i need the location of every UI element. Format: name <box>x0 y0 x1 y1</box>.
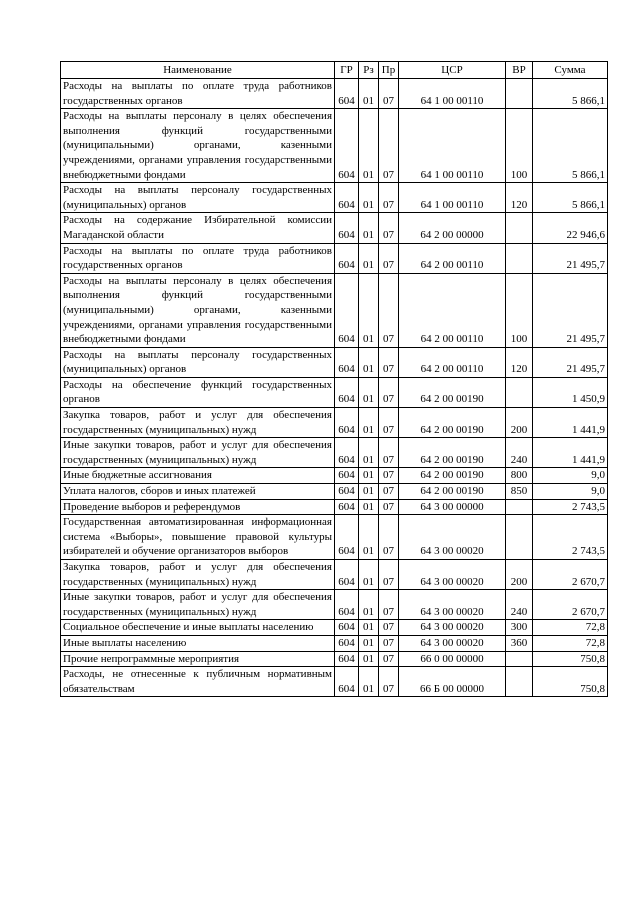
cell-rz: 01 <box>359 377 379 407</box>
cell-vr <box>506 515 533 560</box>
cell-vr: 240 <box>506 438 533 468</box>
cell-vr: 120 <box>506 183 533 213</box>
cell-name: Расходы на выплаты по оплате труда работников государственных органов <box>61 79 335 109</box>
cell-pr: 07 <box>379 408 399 438</box>
cell-vr: 360 <box>506 635 533 651</box>
header-pr: Пр <box>379 62 399 79</box>
cell-rz: 01 <box>359 347 379 377</box>
table-row <box>61 635 608 651</box>
table-row <box>61 667 608 697</box>
cell-sum: 9,0 <box>533 484 608 500</box>
cell-gr: 604 <box>335 667 359 697</box>
cell-rz: 01 <box>359 408 379 438</box>
cell-gr: 604 <box>335 79 359 109</box>
cell-csr: 64 1 00 00110 <box>399 183 506 213</box>
cell-csr: 64 2 00 00110 <box>399 273 506 347</box>
cell-gr: 604 <box>335 273 359 347</box>
table-row <box>61 347 608 377</box>
cell-gr: 604 <box>335 635 359 651</box>
cell-vr: 100 <box>506 273 533 347</box>
cell-name: Расходы на выплаты персоналу в целях обеспечения выполнения функций государственными (муниципальными) органами, казенными учреждениями, органами управления государственными внебюджетными фондами <box>61 273 335 347</box>
cell-pr: 07 <box>379 667 399 697</box>
cell-vr: 800 <box>506 468 533 484</box>
cell-rz: 01 <box>359 273 379 347</box>
cell-csr: 64 1 00 00110 <box>399 109 506 183</box>
cell-vr <box>506 213 533 243</box>
cell-name: Расходы на выплаты по оплате труда работников государственных органов <box>61 243 335 273</box>
cell-name: Проведение выборов и референдумов <box>61 499 335 515</box>
cell-pr: 07 <box>379 438 399 468</box>
table-row <box>61 213 608 243</box>
table-row <box>61 377 608 407</box>
cell-csr: 64 3 00 00020 <box>399 590 506 620</box>
cell-csr: 64 2 00 00190 <box>399 438 506 468</box>
cell-name: Расходы на выплаты персоналу в целях обеспечения выполнения функций государственными (муниципальными) органами, казенными учреждениями, органами управления государственными внебюджетными фондами <box>61 109 335 183</box>
cell-sum: 9,0 <box>533 468 608 484</box>
cell-csr: 64 2 00 00190 <box>399 468 506 484</box>
cell-gr: 604 <box>335 515 359 560</box>
cell-gr: 604 <box>335 377 359 407</box>
cell-pr: 07 <box>379 243 399 273</box>
cell-csr: 64 3 00 00020 <box>399 515 506 560</box>
cell-csr: 64 3 00 00020 <box>399 620 506 636</box>
cell-csr: 64 2 00 00190 <box>399 377 506 407</box>
cell-pr: 07 <box>379 515 399 560</box>
cell-csr: 64 3 00 00000 <box>399 499 506 515</box>
cell-name: Иные бюджетные ассигнования <box>61 468 335 484</box>
table-header-row <box>61 62 608 79</box>
table-row <box>61 273 608 347</box>
cell-name: Иные закупки товаров, работ и услуг для обеспечения государственных (муниципальных) нужд <box>61 438 335 468</box>
cell-name: Уплата налогов, сборов и иных платежей <box>61 484 335 500</box>
cell-rz: 01 <box>359 635 379 651</box>
cell-name: Прочие непрограммные мероприятия <box>61 651 335 667</box>
cell-gr: 604 <box>335 243 359 273</box>
cell-name: Расходы на выплаты персоналу государственных (муниципальных) органов <box>61 183 335 213</box>
cell-gr: 604 <box>335 620 359 636</box>
cell-vr <box>506 651 533 667</box>
cell-rz: 01 <box>359 79 379 109</box>
cell-rz: 01 <box>359 213 379 243</box>
cell-gr: 604 <box>335 408 359 438</box>
cell-gr: 604 <box>335 438 359 468</box>
header-gr: ГР <box>335 62 359 79</box>
cell-csr: 64 2 00 00110 <box>399 347 506 377</box>
table-row <box>61 484 608 500</box>
cell-sum: 1 441,9 <box>533 408 608 438</box>
cell-pr: 07 <box>379 377 399 407</box>
cell-sum: 750,8 <box>533 667 608 697</box>
cell-name: Расходы, не отнесенные к публичным нормативным обязательствам <box>61 667 335 697</box>
table-row <box>61 438 608 468</box>
cell-pr: 07 <box>379 560 399 590</box>
header-csr: ЦСР <box>399 62 506 79</box>
cell-sum: 750,8 <box>533 651 608 667</box>
cell-name: Социальное обеспечение и иные выплаты населению <box>61 620 335 636</box>
cell-sum: 22 946,6 <box>533 213 608 243</box>
cell-csr: 64 2 00 00190 <box>399 484 506 500</box>
cell-pr: 07 <box>379 499 399 515</box>
cell-vr: 300 <box>506 620 533 636</box>
cell-pr: 07 <box>379 213 399 243</box>
cell-sum: 5 866,1 <box>533 109 608 183</box>
budget-table <box>60 61 608 697</box>
cell-name: Иные выплаты населению <box>61 635 335 651</box>
cell-csr: 64 3 00 00020 <box>399 560 506 590</box>
cell-rz: 01 <box>359 484 379 500</box>
table-row <box>61 183 608 213</box>
cell-pr: 07 <box>379 635 399 651</box>
cell-vr: 240 <box>506 590 533 620</box>
cell-gr: 604 <box>335 347 359 377</box>
cell-gr: 604 <box>335 213 359 243</box>
cell-sum: 2 743,5 <box>533 499 608 515</box>
cell-pr: 07 <box>379 79 399 109</box>
cell-vr: 850 <box>506 484 533 500</box>
header-rz: Рз <box>359 62 379 79</box>
cell-name: Государственная автоматизированная информационная система «Выборы», повышение правовой культуры избирателей и обучение организаторов выборов <box>61 515 335 560</box>
cell-rz: 01 <box>359 183 379 213</box>
table-row <box>61 109 608 183</box>
cell-gr: 604 <box>335 499 359 515</box>
table-row <box>61 651 608 667</box>
cell-rz: 01 <box>359 499 379 515</box>
cell-name: Закупка товаров, работ и услуг для обеспечения государственных (муниципальных) нужд <box>61 560 335 590</box>
cell-rz: 01 <box>359 620 379 636</box>
table-row <box>61 243 608 273</box>
cell-sum: 21 495,7 <box>533 243 608 273</box>
cell-csr: 64 1 00 00110 <box>399 79 506 109</box>
cell-csr: 66 0 00 00000 <box>399 651 506 667</box>
cell-gr: 604 <box>335 560 359 590</box>
table-row <box>61 499 608 515</box>
cell-vr <box>506 667 533 697</box>
table-row <box>61 408 608 438</box>
cell-vr <box>506 499 533 515</box>
cell-pr: 07 <box>379 109 399 183</box>
cell-name: Иные закупки товаров, работ и услуг для обеспечения государственных (муниципальных) нужд <box>61 590 335 620</box>
table-row <box>61 620 608 636</box>
cell-name: Расходы на выплаты персоналу государственных (муниципальных) органов <box>61 347 335 377</box>
cell-vr: 200 <box>506 408 533 438</box>
cell-rz: 01 <box>359 667 379 697</box>
cell-sum: 2 743,5 <box>533 515 608 560</box>
cell-sum: 72,8 <box>533 620 608 636</box>
cell-csr: 64 2 00 00000 <box>399 213 506 243</box>
cell-pr: 07 <box>379 590 399 620</box>
cell-sum: 5 866,1 <box>533 183 608 213</box>
cell-vr <box>506 377 533 407</box>
table-row <box>61 79 608 109</box>
cell-rz: 01 <box>359 590 379 620</box>
cell-pr: 07 <box>379 183 399 213</box>
cell-csr: 66 Б 00 00000 <box>399 667 506 697</box>
cell-vr: 200 <box>506 560 533 590</box>
cell-sum: 72,8 <box>533 635 608 651</box>
cell-rz: 01 <box>359 651 379 667</box>
cell-rz: 01 <box>359 109 379 183</box>
cell-rz: 01 <box>359 515 379 560</box>
cell-name: Расходы на обеспечение функций государственных органов <box>61 377 335 407</box>
cell-vr <box>506 243 533 273</box>
cell-rz: 01 <box>359 468 379 484</box>
cell-gr: 604 <box>335 109 359 183</box>
cell-name: Закупка товаров, работ и услуг для обеспечения государственных (муниципальных) нужд <box>61 408 335 438</box>
cell-name: Расходы на содержание Избирательной комиссии Магаданской области <box>61 213 335 243</box>
cell-pr: 07 <box>379 484 399 500</box>
cell-csr: 64 2 00 00190 <box>399 408 506 438</box>
table-row <box>61 515 608 560</box>
table-row <box>61 560 608 590</box>
cell-sum: 21 495,7 <box>533 347 608 377</box>
cell-gr: 604 <box>335 651 359 667</box>
cell-sum: 1 441,9 <box>533 438 608 468</box>
table-row <box>61 468 608 484</box>
cell-gr: 604 <box>335 484 359 500</box>
cell-gr: 604 <box>335 468 359 484</box>
cell-csr: 64 3 00 00020 <box>399 635 506 651</box>
cell-sum: 1 450,9 <box>533 377 608 407</box>
cell-rz: 01 <box>359 243 379 273</box>
cell-sum: 2 670,7 <box>533 560 608 590</box>
cell-sum: 5 866,1 <box>533 79 608 109</box>
cell-pr: 07 <box>379 347 399 377</box>
cell-rz: 01 <box>359 560 379 590</box>
cell-pr: 07 <box>379 468 399 484</box>
cell-rz: 01 <box>359 438 379 468</box>
header-name: Наименование <box>61 62 335 79</box>
cell-pr: 07 <box>379 651 399 667</box>
cell-gr: 604 <box>335 590 359 620</box>
cell-gr: 604 <box>335 183 359 213</box>
cell-sum: 21 495,7 <box>533 273 608 347</box>
cell-sum: 2 670,7 <box>533 590 608 620</box>
cell-pr: 07 <box>379 273 399 347</box>
cell-vr: 120 <box>506 347 533 377</box>
cell-vr <box>506 79 533 109</box>
table-row <box>61 590 608 620</box>
header-sum: Сумма <box>533 62 608 79</box>
cell-vr: 100 <box>506 109 533 183</box>
header-vr: ВР <box>506 62 533 79</box>
cell-pr: 07 <box>379 620 399 636</box>
cell-csr: 64 2 00 00110 <box>399 243 506 273</box>
